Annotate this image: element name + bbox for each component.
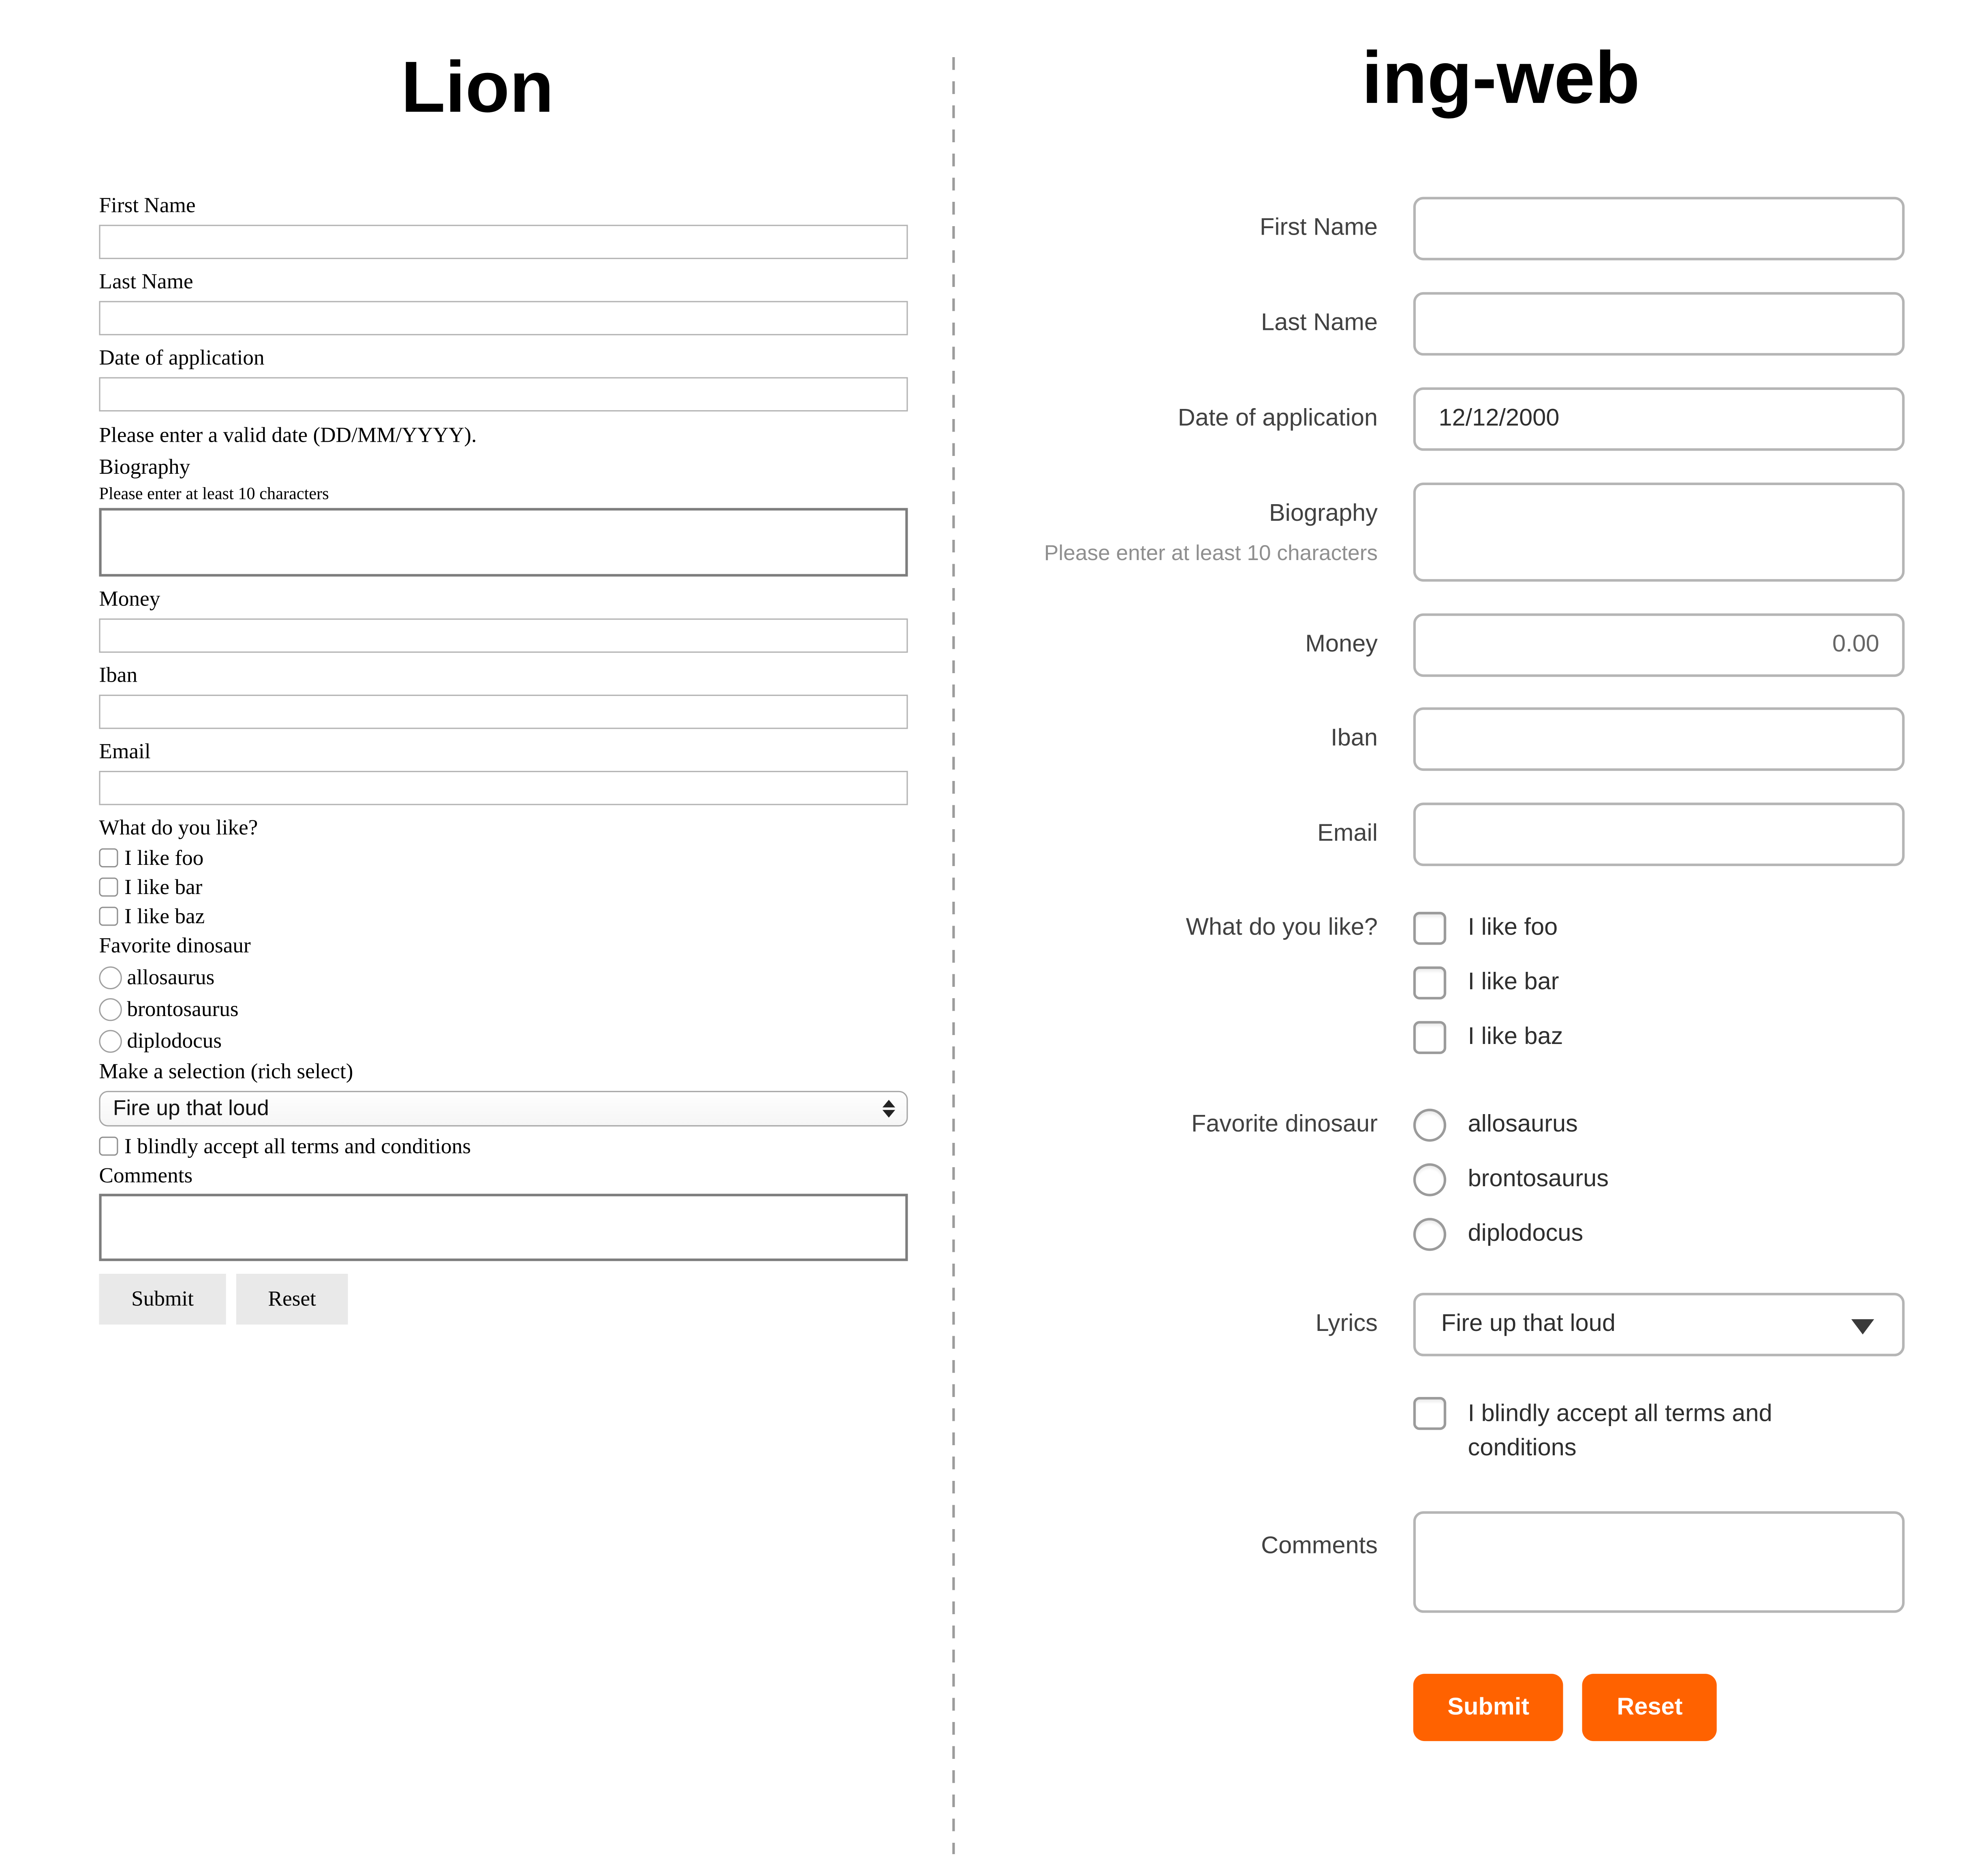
lion-like-bar-label[interactable]: I like bar (124, 874, 203, 899)
lion-rich-select[interactable] (99, 1091, 908, 1127)
lion-dinosaur-label: Favorite dinosaur (99, 933, 251, 958)
ingweb-like-bar-row (1413, 967, 1905, 999)
lion-date-input[interactable] (99, 377, 908, 412)
lion-checkbox-like-bar[interactable] (99, 877, 118, 896)
lion-email-label: Email (99, 739, 151, 764)
ingweb-like-bar-label[interactable]: I like bar (1468, 969, 1559, 996)
lion-brontosaurus-label[interactable]: brontosaurus (127, 996, 239, 1020)
ingweb-button-row (990, 1674, 1911, 1741)
ingweb-biography-label: Biography (1269, 500, 1378, 527)
lion-iban-label: Iban (99, 663, 138, 687)
lion-like-foo-row (99, 843, 908, 873)
lion-form (99, 190, 908, 1324)
lion-button-row (99, 1274, 908, 1324)
ingweb-submit-button[interactable]: Submit (1413, 1674, 1564, 1741)
select-spinner-icon (883, 1100, 895, 1118)
ingweb-iban-label: Iban (1331, 725, 1378, 752)
lion-radio-allosaurus[interactable] (99, 966, 122, 988)
ingweb-money-label: Money (1305, 631, 1378, 658)
ingweb-last-name-label: Last Name (1261, 310, 1378, 337)
lion-reset-button[interactable]: Reset (236, 1274, 348, 1324)
lion-like-baz-label[interactable]: I like baz (124, 903, 205, 928)
ingweb-last-name-input[interactable] (1413, 292, 1905, 356)
ingweb-radio-diplodocus[interactable] (1413, 1218, 1446, 1251)
ingweb-iban-row (990, 707, 1911, 771)
ingweb-lyrics-select[interactable] (1413, 1293, 1905, 1356)
lion-iban-input[interactable] (99, 695, 908, 729)
ingweb-terms-row (990, 1397, 1911, 1465)
lion-likes-label: What do you like? (99, 815, 258, 840)
ingweb-checkbox-like-baz[interactable] (1413, 1021, 1446, 1054)
ingweb-comments-label: Comments (1261, 1533, 1378, 1560)
ingweb-first-name-row (990, 197, 1911, 261)
lion-rich-select-value: Fire up that loud (113, 1096, 269, 1120)
ingweb-dinosaur-row (990, 1109, 1911, 1273)
ingweb-lyrics-select-value: Fire up that loud (1441, 1310, 1616, 1337)
ingweb-reset-button[interactable]: Reset (1583, 1674, 1717, 1741)
lion-first-name-input[interactable] (99, 225, 908, 259)
ingweb-email-label: Email (1317, 820, 1378, 847)
lion-allosaurus-row (99, 961, 908, 993)
ingweb-comments-textarea[interactable] (1413, 1511, 1905, 1613)
lion-submit-button[interactable]: Submit (99, 1274, 226, 1324)
lion-radio-diplodocus[interactable] (99, 1029, 122, 1052)
lion-biography-label: Biography (99, 454, 190, 479)
lion-biography-helper: Please enter at least 10 characters (99, 483, 329, 503)
lion-checkbox-terms[interactable] (99, 1137, 118, 1156)
ingweb-allosaurus-label[interactable]: allosaurus (1468, 1111, 1578, 1138)
ingweb-like-baz-label[interactable]: I like baz (1468, 1023, 1563, 1050)
ingweb-biography-helper: Please enter at least 10 characters (1044, 541, 1378, 565)
ingweb-likes-row (990, 912, 1911, 1076)
ingweb-like-foo-label[interactable]: I like foo (1468, 914, 1558, 941)
ingweb-radio-brontosaurus[interactable] (1413, 1163, 1446, 1196)
ingweb-likes-label: What do you like? (1186, 914, 1378, 941)
ingweb-biography-textarea[interactable] (1413, 483, 1905, 582)
lion-like-baz-row (99, 902, 908, 931)
lion-radio-brontosaurus[interactable] (99, 997, 122, 1020)
lion-last-name-input[interactable] (99, 301, 908, 336)
lion-comments-label: Comments (99, 1163, 193, 1187)
lion-last-name-label: Last Name (99, 269, 193, 293)
ingweb-checkbox-like-foo[interactable] (1413, 912, 1446, 945)
lion-title: Lion (401, 47, 554, 128)
ingweb-allosaurus-row (1413, 1109, 1905, 1142)
ingweb-title: ing-web (1361, 36, 1640, 120)
lion-comments-textarea[interactable] (99, 1194, 908, 1261)
lion-checkbox-like-baz[interactable] (99, 907, 118, 926)
lion-date-label: Date of application (99, 345, 265, 370)
ingweb-brontosaurus-label[interactable]: brontosaurus (1468, 1166, 1609, 1193)
lion-first-name-label: First Name (99, 193, 196, 217)
ingweb-biography-row (990, 483, 1911, 588)
ingweb-checkbox-terms[interactable] (1413, 1397, 1446, 1430)
lion-terms-row (99, 1132, 908, 1161)
ingweb-email-row (990, 802, 1911, 866)
ingweb-money-input[interactable] (1413, 614, 1905, 677)
ingweb-like-foo-row (1413, 912, 1905, 945)
lion-brontosaurus-row (99, 993, 908, 1025)
ingweb-last-name-row (990, 292, 1911, 356)
ingweb-lyrics-row (990, 1293, 1911, 1356)
ingweb-date-label: Date of application (1178, 405, 1378, 432)
lion-money-input[interactable] (99, 618, 908, 653)
lion-diplodocus-row (99, 1025, 908, 1057)
ingweb-lyrics-label: Lyrics (1315, 1310, 1378, 1337)
lion-money-label: Money (99, 586, 160, 611)
ingweb-date-input[interactable] (1413, 387, 1905, 451)
lion-terms-label[interactable]: I blindly accept all terms and conditions (124, 1133, 471, 1158)
ingweb-diplodocus-label[interactable]: diplodocus (1468, 1220, 1584, 1247)
lion-email-input[interactable] (99, 771, 908, 805)
lion-biography-textarea[interactable] (99, 508, 908, 576)
ingweb-checkbox-like-bar[interactable] (1413, 967, 1446, 999)
ingweb-terms-label[interactable]: I blindly accept all terms and conditions (1468, 1401, 1772, 1462)
ingweb-radio-allosaurus[interactable] (1413, 1109, 1446, 1142)
ingweb-first-name-label: First Name (1259, 214, 1378, 242)
lion-like-bar-row (99, 873, 908, 902)
lion-selection-label: Make a selection (rich select) (99, 1059, 353, 1083)
chevron-down-icon (1851, 1319, 1874, 1335)
ingweb-dinosaur-label: Favorite dinosaur (1191, 1111, 1378, 1138)
dashed-divider (952, 57, 955, 1854)
ingweb-email-input[interactable] (1413, 802, 1905, 866)
ingweb-first-name-input[interactable] (1413, 197, 1905, 261)
lion-like-foo-label[interactable]: I like foo (124, 845, 204, 869)
lion-allosaurus-label[interactable]: allosaurus (127, 964, 215, 989)
lion-checkbox-like-foo[interactable] (99, 848, 118, 867)
ingweb-date-row (990, 387, 1911, 451)
ingweb-brontosaurus-row (1413, 1163, 1905, 1196)
ingweb-iban-input[interactable] (1413, 707, 1905, 771)
ingweb-like-baz-row (1413, 1021, 1905, 1054)
ingweb-money-row (990, 614, 1911, 677)
ingweb-comments-row (990, 1511, 1911, 1619)
lion-date-helper: Please enter a valid date (DD/MM/YYYY). (99, 423, 477, 447)
lion-diplodocus-label[interactable]: diplodocus (127, 1028, 222, 1052)
ingweb-diplodocus-row (1413, 1218, 1905, 1251)
